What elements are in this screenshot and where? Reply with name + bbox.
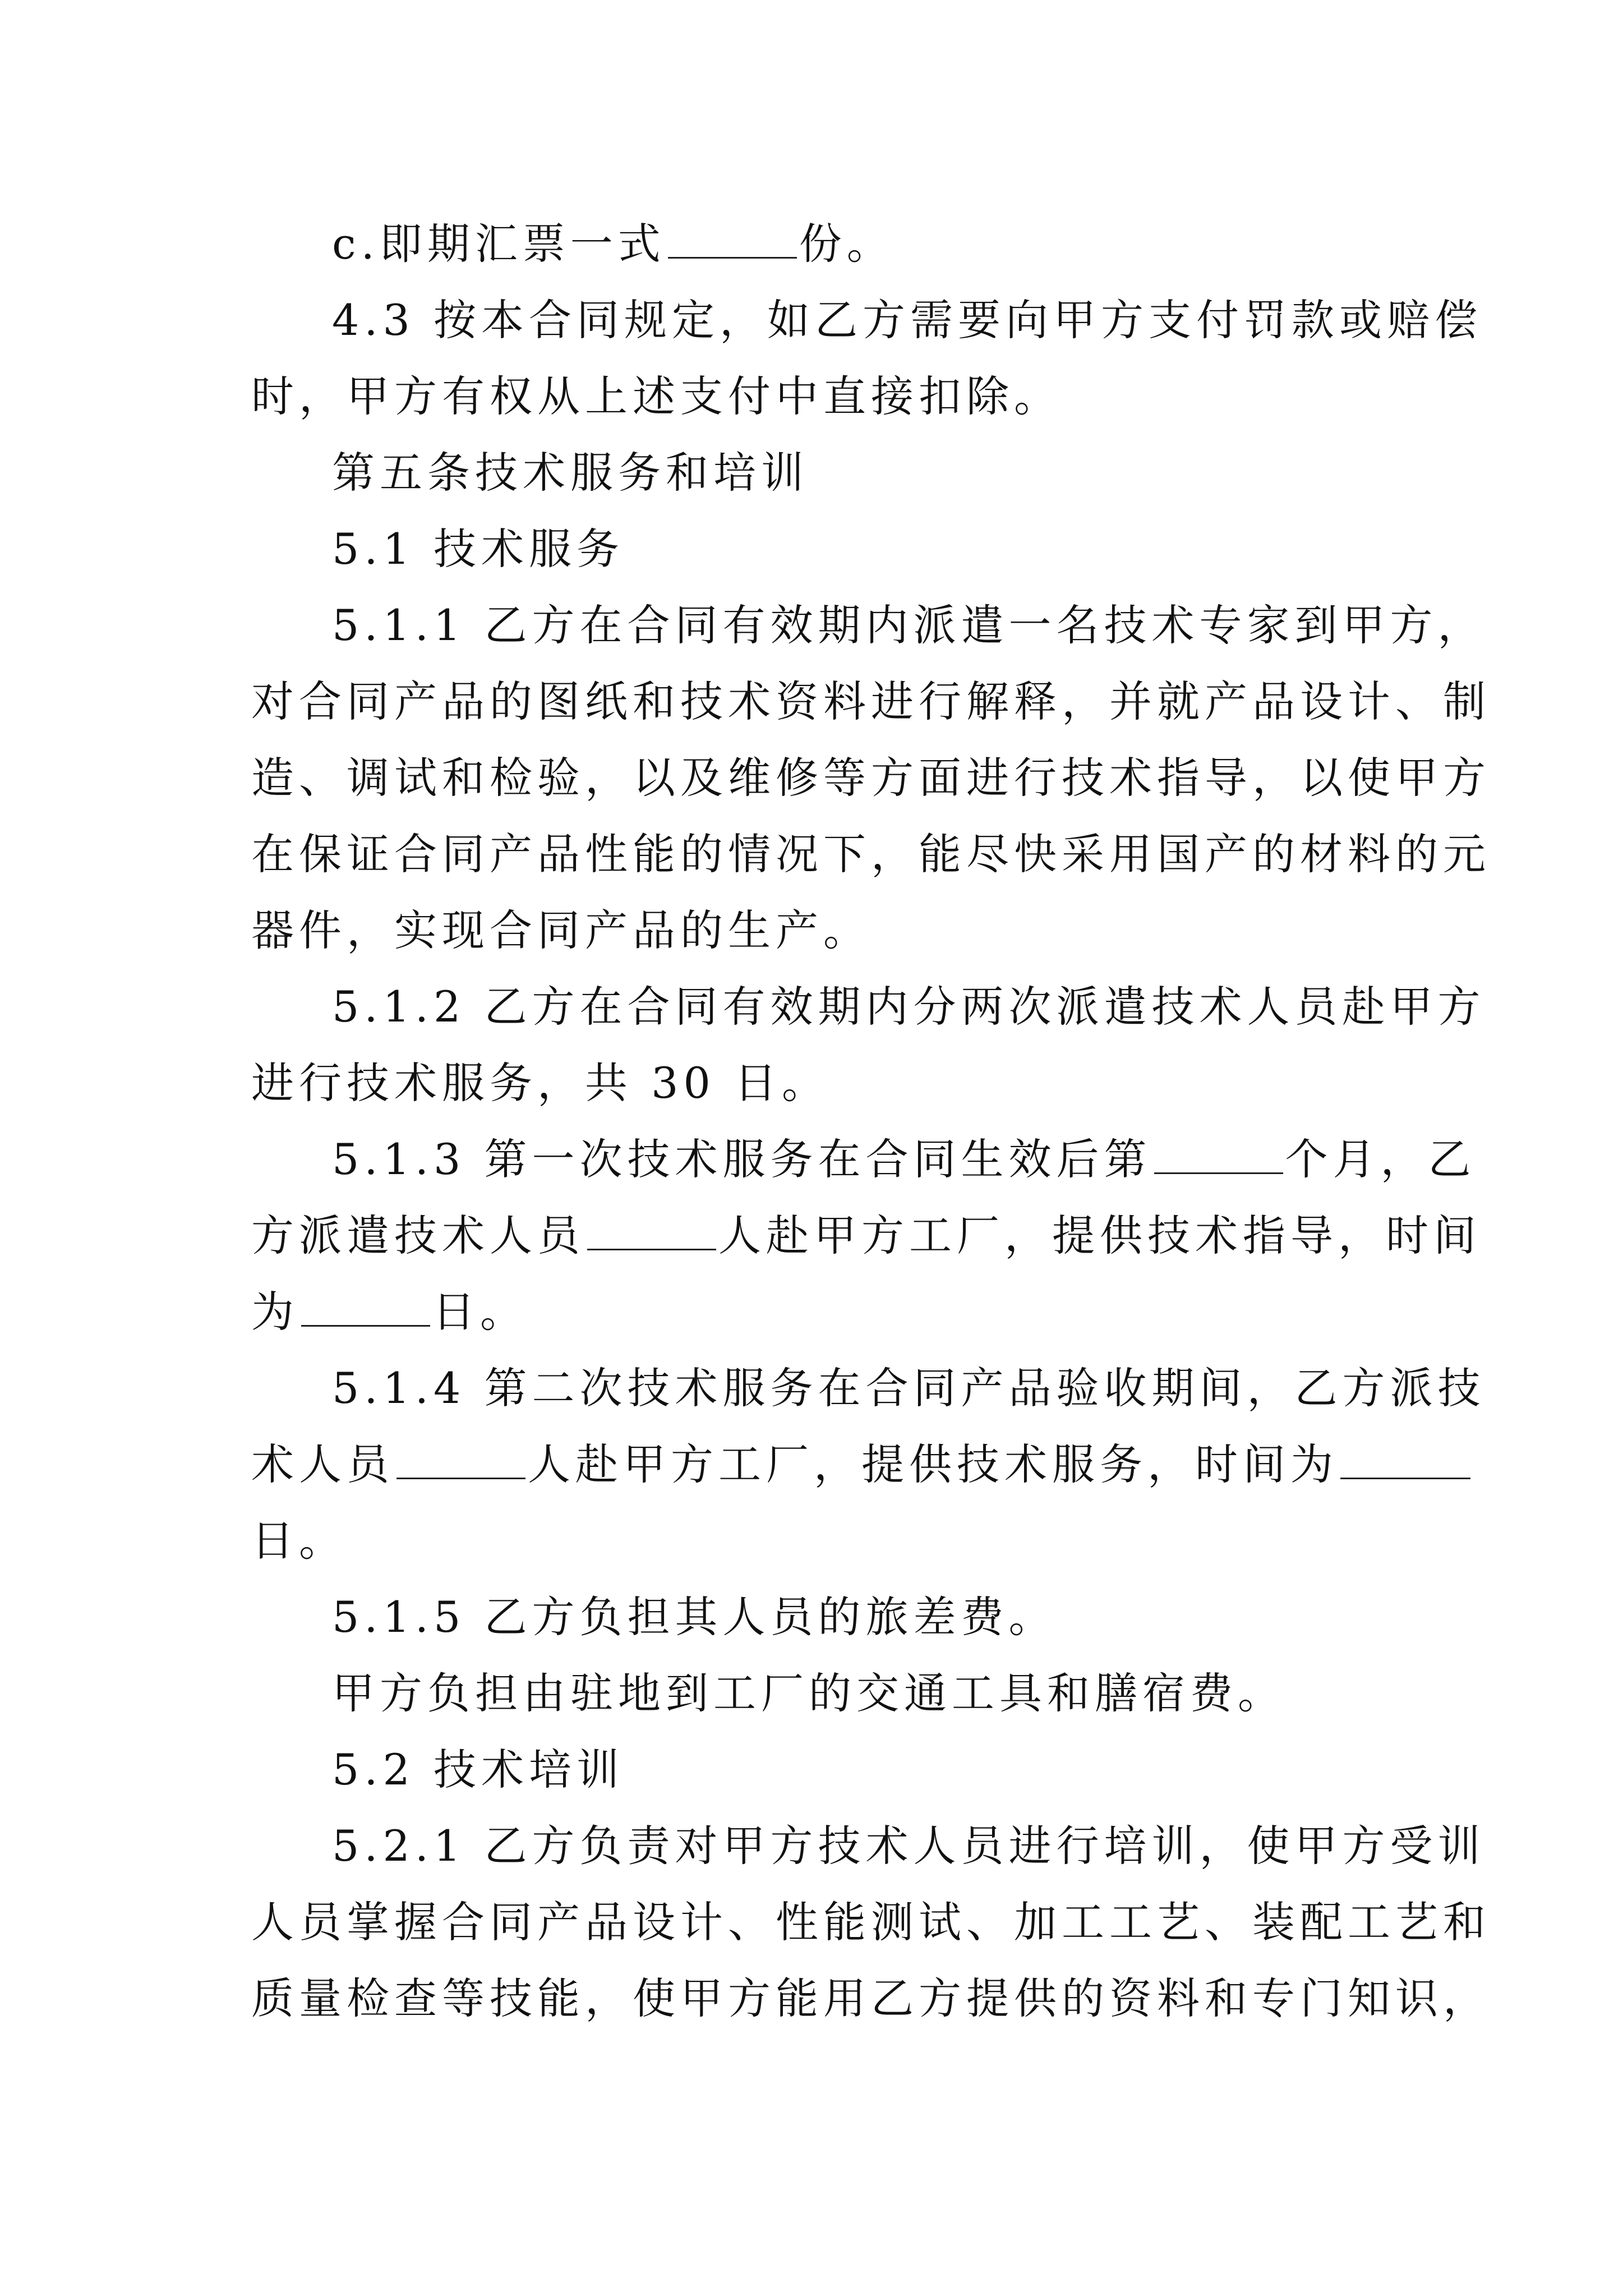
text-line <box>332 1133 1476 1186</box>
text-line <box>251 1285 1384 1339</box>
text-segment: 份。 <box>799 219 895 269</box>
text-line <box>332 217 1384 271</box>
text-line: 5.1.5 乙方负担其人员的旅差费。 <box>332 1592 1057 1642</box>
text-line: 人员掌握合同产品设计、性能测试、加工工艺、装配工艺和 <box>251 1897 1491 1947</box>
text-line: 器件，实现合同产品的生产。 <box>251 905 871 955</box>
fill-in-blank <box>301 1288 430 1327</box>
text-line: 5.1.4 第二次技术服务在合同产品验收期间，乙方派技 <box>332 1363 1486 1413</box>
text-segment: 日。 <box>432 1287 528 1337</box>
text-line: 甲方负担由驻地到工厂的交通工具和膳宿费。 <box>332 1668 1285 1718</box>
text-line: 日。 <box>251 1516 347 1566</box>
text-line: 时，甲方有权从上述支付中直接扣除。 <box>251 371 1062 421</box>
text-segment: 个月，乙 <box>1285 1134 1476 1184</box>
text-segment: c.即期汇票一式 <box>332 219 666 269</box>
subsection-heading: 5.1 技术服务 <box>332 524 625 574</box>
text-segment: 方派遣技术人员 <box>251 1211 585 1260</box>
fill-in-blank <box>396 1441 525 1479</box>
fill-in-blank <box>668 220 797 259</box>
fill-in-blank <box>587 1212 716 1250</box>
text-line: 质量检查等技能，使甲方能用乙方提供的资料和专门知识， <box>251 1973 1491 2023</box>
text-line: 进行技术服务，共 30 日。 <box>251 1058 830 1108</box>
text-segment: 5.1.3 第一次技术服务在合同生效后第 <box>332 1134 1152 1184</box>
text-segment: 为 <box>251 1287 299 1337</box>
text-segment: 人赴甲方工厂，提供技术指导，时间 <box>718 1211 1481 1260</box>
text-line: 5.2.1 乙方负责对甲方技术人员进行培训，使甲方受训 <box>332 1821 1486 1871</box>
text-line: 5.1.2 乙方在合同有效期内分两次派遣技术人员赴甲方 <box>332 982 1486 1032</box>
section-heading: 第五条技术服务和培训 <box>332 448 809 498</box>
subsection-heading: 5.2 技术培训 <box>332 1745 625 1795</box>
text-line <box>251 1438 1384 1492</box>
text-line: 在保证合同产品性能的情况下，能尽快采用国产的材料的元 <box>251 829 1491 879</box>
text-line: 对合同产品的图纸和技术资料进行解释，并就产品设计、制 <box>251 677 1491 726</box>
fill-in-blank <box>1340 1441 1470 1479</box>
text-line <box>251 1209 1481 1263</box>
text-segment: 人赴甲方工厂，提供技术服务，时间为 <box>528 1439 1338 1489</box>
fill-in-blank <box>1154 1135 1283 1174</box>
text-line: 造、调试和检验，以及维修等方面进行技术指导，以使甲方 <box>251 753 1491 803</box>
text-line: 5.1.1 乙方在合同有效期内派遣一名技术专家到甲方， <box>332 600 1486 650</box>
text-segment: 术人员 <box>251 1439 394 1489</box>
text-line: 4.3 按本合同规定，如乙方需要向甲方支付罚款或赔偿 <box>332 295 1483 345</box>
